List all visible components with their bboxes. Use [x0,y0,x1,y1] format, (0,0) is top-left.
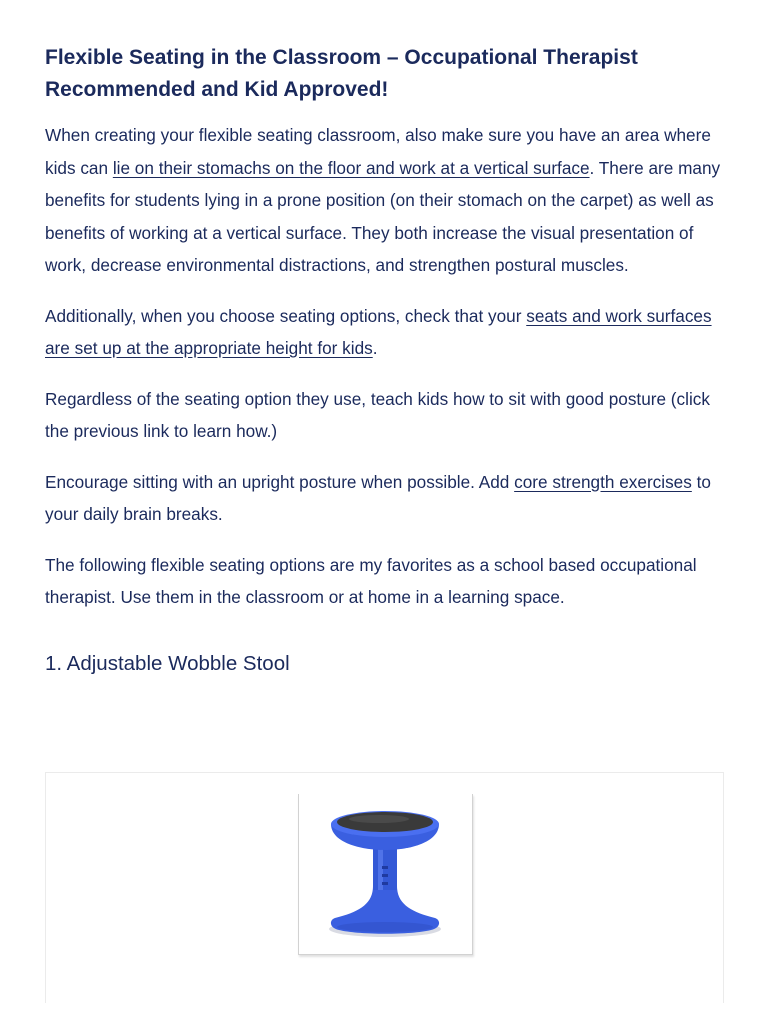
paragraph-posture: Regardless of the seating option they use, teach kids how to sit with good posture (click the previous link to learn how.) [45,388,710,441]
paragraph-seating-height [45,300,735,365]
product-card [45,772,724,1003]
paragraph-text: to your daily brain breaks. [45,471,711,524]
paragraph-vertical-surface [45,119,735,282]
paragraph-text: . There are many benefits for students lying in a prone position (on their stomach on the carpet) as well as benefits of working at a vertical surface. They both increase the visual presentation of work, decrease environmental distractions, and strengthen postural muscles. [45,157,721,275]
wobble-stool-image[interactable] [298,794,473,955]
link-core-strength-exercises[interactable]: core strength exercises [514,471,692,492]
article-title: Flexible Seating in the Classroom – Occupational Therapist Recommended and Kid Approved! [45,46,638,101]
paragraph-text: Additionally, when you choose seating options, check that your [45,305,527,326]
paragraph-text: When creating your flexible seating classroom, also make sure you have an area where kids can [45,125,711,178]
wobble-stool-illustration [299,794,472,954]
paragraph-favorites: The following flexible seating options are my favorites as a school based occupational therapist. Use them in the classroom or at home in a learning space. [45,554,697,607]
article [45,42,735,678]
link-seat-height[interactable]: seats and work surfaces are set up at the appropriate height for kids [45,305,712,358]
paragraph-core-strength [45,466,735,531]
paragraph-text: . [372,338,378,358]
link-prone-vertical-surface[interactable]: lie on their stomachs on the floor and work at a vertical surface [112,157,590,178]
paragraph-text: Encourage sitting with an upright posture when possible. Add [45,471,515,492]
section-heading-wobble-stool: 1. Adjustable Wobble Stool [45,651,290,675]
